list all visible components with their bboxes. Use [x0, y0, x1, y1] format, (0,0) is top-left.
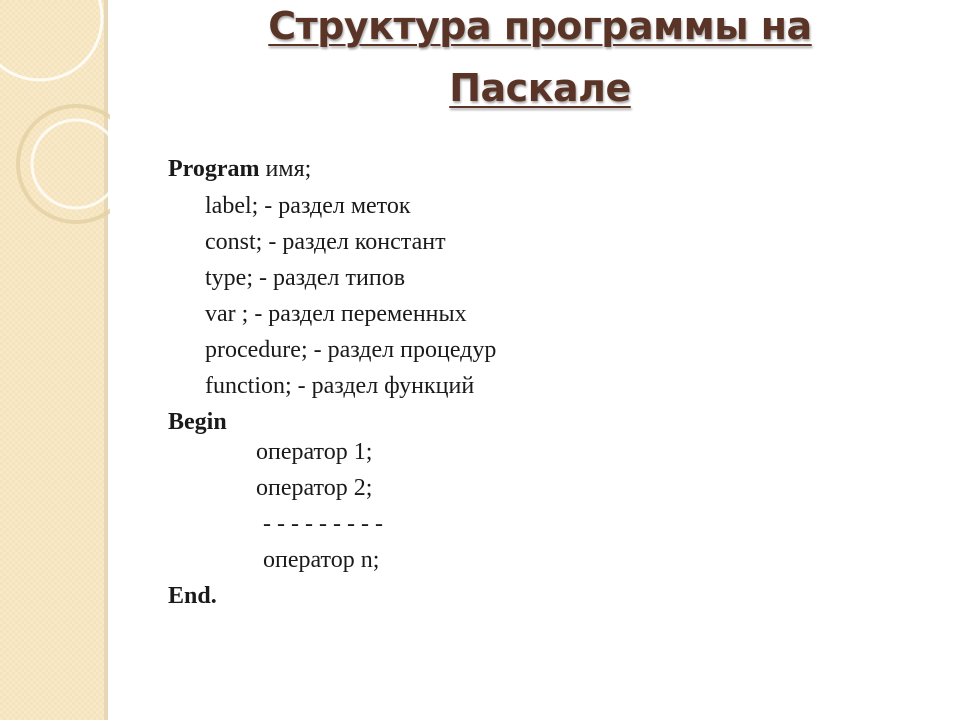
code-line-begin: Begin: [168, 409, 227, 435]
keyword-program: Program: [168, 156, 260, 182]
slide-title-line-2: Паскале: [449, 66, 631, 110]
code-line-operator-n: оператор n;: [263, 547, 380, 573]
code-line-operator-1: оператор 1;: [256, 439, 373, 465]
decorative-circles: [0, 0, 110, 240]
code-line-const: const; - раздел констант: [205, 229, 446, 255]
code-line-operator-2: оператор 2;: [256, 475, 373, 501]
code-line-label: label; - раздел меток: [205, 193, 411, 219]
code-line-dashes: - - - - - - - - -: [263, 511, 383, 537]
deco-circle-mid-inner: [32, 120, 110, 208]
code-line-procedure: procedure; - раздел процедур: [205, 337, 497, 363]
code-line-type: type; - раздел типов: [205, 265, 406, 291]
code-line-program: [168, 155, 311, 183]
slide-title-line-1: Структура программы на: [268, 4, 812, 48]
deco-circle-top: [0, 0, 102, 80]
code-line-var: var ; - раздел переменных: [205, 301, 467, 327]
code-line-end: End.: [168, 583, 217, 609]
program-name: имя;: [259, 156, 312, 182]
code-line-function: function; - раздел функций: [205, 373, 475, 399]
